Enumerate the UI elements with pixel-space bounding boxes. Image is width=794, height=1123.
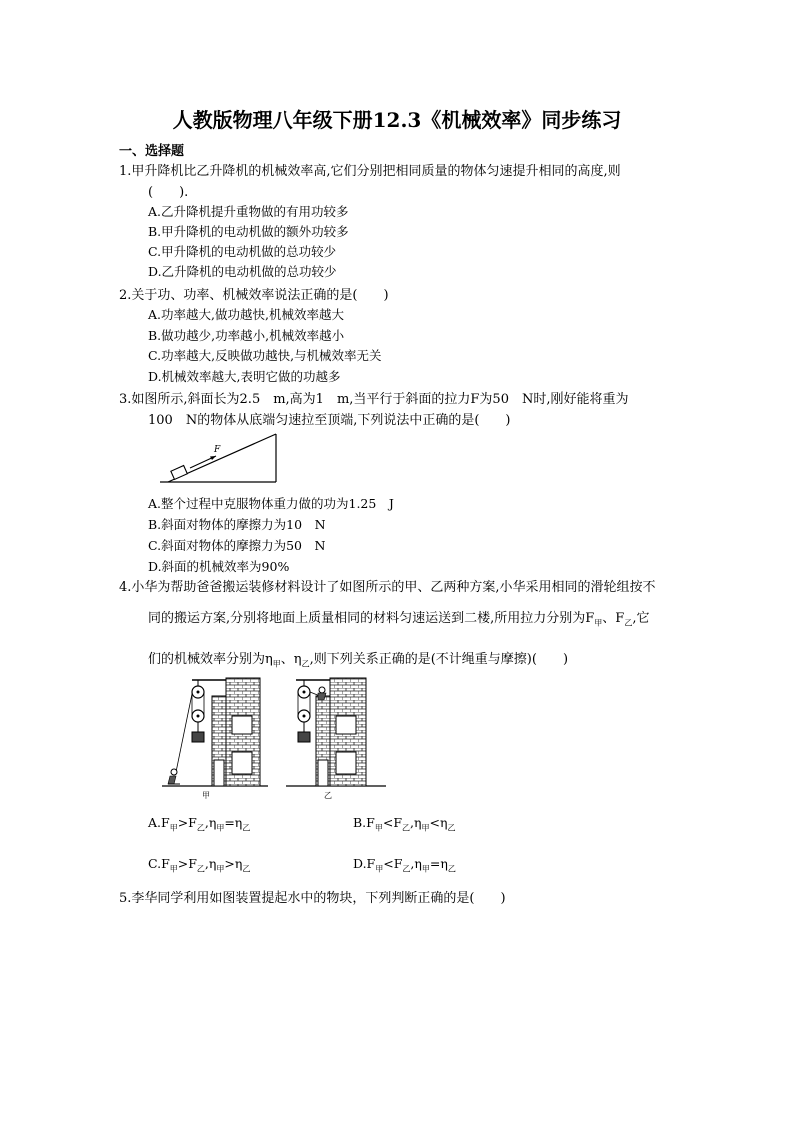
question-3-option-d: D.斜面的机械效率为90% [148,559,290,574]
pulley-figure-a [162,676,272,802]
question-2-option-c: C.功率越大,反映做功越快,与机械效率无关 [148,348,382,363]
question-4-stem-cont1: 同的搬运方案,分别将地面上质量相同的材料匀速运送到二楼,所用拉力分别为$F_甲$、$F_乙$,它 [148,611,650,628]
question-2-stem: 2.关于功、功率、机械效率说法正确的是( ) [119,288,389,303]
question-5-stem: 5.李华同学利用如图装置提起水中的物块，下列判断正确的是( ) [119,891,506,906]
question-2-option-a: A.功率越大,做功越快,机械效率越大 [148,307,344,322]
question-3-option-a: A.整个过程中克服物体重力做的功为1.25 J [148,496,394,511]
question-4-option-c: $C.F_甲>F_乙,\eta_甲>\eta_乙$ [148,856,251,874]
force-label: F [214,445,221,455]
question-2-option-b: B.做功越少,功率越小,机械效率越小 [148,328,345,343]
question-4-stem: 4.小华为帮助爸爸搬运装修材料设计了如图所示的甲、乙两种方案,小华采用相同的滑轮组按不 [119,580,656,595]
question-1-stem: 1.甲升降机比乙升降机的机械效率高,它们分别把相同质量的物体匀速提升相同的高度,则 [119,164,621,179]
question-3-option-b: B.斜面对物体的摩擦力为10 N [148,517,326,532]
question-3-stem-cont: 100 N的物体从底端匀速拉至顶端,下列说法中正确的是( ) [148,413,511,428]
question-4-option-b: $B.F_甲<F_乙,\eta_甲<\eta_乙$ [353,815,456,833]
question-1-option-a: A.乙升降机提升重物做的有用功较多 [148,204,349,219]
figure-b-label: 乙 [324,791,332,800]
incline-figure [160,428,280,486]
section-heading: 一、选择题 [119,144,185,159]
question-4-option-d: $D.F_甲<F_乙,\eta_甲=\eta_乙$ [353,856,456,874]
question-3-option-c: C.斜面对物体的摩擦力为50 N [148,538,326,553]
figure-a-label: 甲 [202,791,210,800]
question-1-stem-cont: ( ). [148,185,189,200]
question-3-stem: 3.如图所示,斜面长为2.5 m,高为1 m,当平行于斜面的拉力F为50 N时,刚好能将重为 [119,392,629,407]
question-2-option-d: D.机械效率越大,表明它做的功越多 [148,369,341,384]
page-title: 人教版物理八年级下册12.3《机械效率》同步练习 [172,108,622,132]
question-1-option-b: B.甲升降机的电动机做的额外功较多 [148,224,349,239]
question-4-stem-cont2: 们的机械效率分别为$\eta_甲$、$\eta_乙$,则下列关系正确的是(不计绳重与摩擦)( ) [148,652,569,669]
question-1-option-d: D.乙升降机的电动机做的总功较少 [148,264,337,279]
question-4-option-a: $A.F_甲>F_乙,\eta_甲=\eta_乙$ [148,815,251,833]
pulley-figure-b [286,676,396,802]
question-1-option-c: C.甲升降机的电动机做的总功较少 [148,244,337,259]
